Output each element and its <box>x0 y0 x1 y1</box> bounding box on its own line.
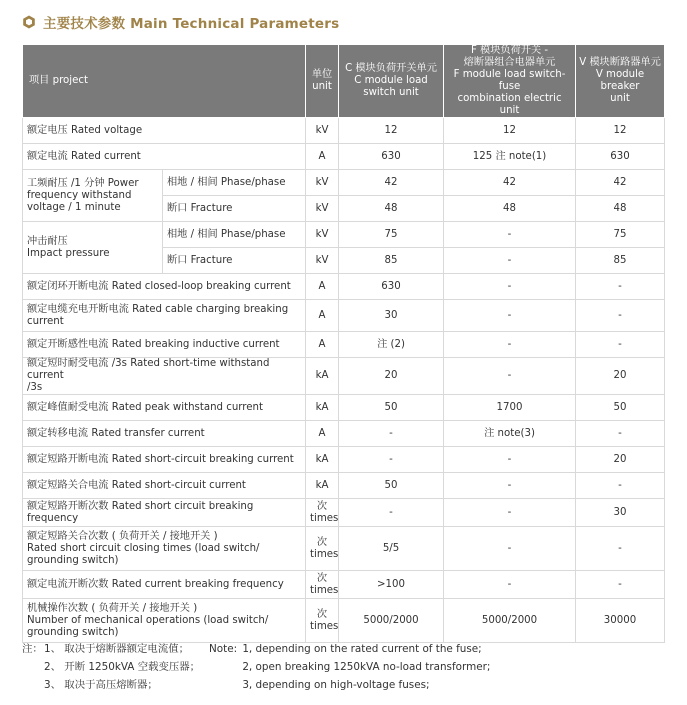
row-unit: kV <box>306 222 339 248</box>
row-unit: A <box>306 421 339 447</box>
table-row <box>23 395 665 421</box>
row-label: 额定电压 Rated voltage <box>23 118 306 144</box>
row-label: 额定闭环开断电流 Rated closed-loop breaking current <box>23 274 306 300</box>
table-header-row <box>23 45 665 118</box>
row-sub-label: 相地 / 相间 Phase/phase <box>163 222 306 248</box>
cell-f: 1700 <box>444 395 576 421</box>
cell-f: - <box>444 571 576 599</box>
table-row <box>23 499 665 527</box>
technical-parameters-table <box>22 44 665 643</box>
cell-c: 48 <box>339 196 444 222</box>
table-row <box>23 300 665 332</box>
cell-v: 42 <box>576 170 665 196</box>
cell-v: - <box>576 274 665 300</box>
header-f-module: F 模块负荷开关 - 熔断器组合电器单元 F module load switch-fuse combination electric unit <box>444 45 576 118</box>
note-lead-en: Note: <box>209 643 238 655</box>
table-row <box>23 358 665 395</box>
cell-c: 75 <box>339 222 444 248</box>
cell-c: - <box>339 499 444 527</box>
cell-c: 12 <box>339 118 444 144</box>
cell-v: 20 <box>576 447 665 473</box>
cell-c: >100 <box>339 571 444 599</box>
cell-v: - <box>576 527 665 571</box>
row-label: 工频耐压 /1 分钟 Power frequency withstand voltage / 1 minute <box>23 170 163 222</box>
section-title <box>22 10 339 34</box>
row-unit: kA <box>306 395 339 421</box>
cell-v: 12 <box>576 118 665 144</box>
cell-v: 85 <box>576 248 665 274</box>
table-row <box>23 222 665 248</box>
note-zh: 3、 取决于高压熔断器； <box>44 679 158 691</box>
row-label: 额定电流开断次数 Rated current breaking frequency <box>23 571 306 599</box>
cell-f: - <box>444 222 576 248</box>
cell-c: 5000/2000 <box>339 599 444 643</box>
cell-c: - <box>339 421 444 447</box>
row-unit: A <box>306 300 339 332</box>
row-unit: kA <box>306 358 339 395</box>
row-label: 额定开断感性电流 Rated breaking inductive current <box>23 332 306 358</box>
cell-v: 30000 <box>576 599 665 643</box>
note-en: 3, depending on high-voltage fuses; <box>242 679 430 691</box>
table-row <box>23 571 665 599</box>
row-unit: 次 times <box>306 527 339 571</box>
cell-v: - <box>576 421 665 447</box>
cell-c: 42 <box>339 170 444 196</box>
cell-v: 75 <box>576 222 665 248</box>
row-label: 额定转移电流 Rated transfer current <box>23 421 306 447</box>
note-zh: 2、 开断 1250kVA 空载变压器； <box>44 661 201 673</box>
row-label: 额定短路开断电流 Rated short-circuit breaking current <box>23 447 306 473</box>
row-unit: A <box>306 274 339 300</box>
cell-v: - <box>576 473 665 499</box>
row-label: 额定电流 Rated current <box>23 144 306 170</box>
cell-f: - <box>444 527 576 571</box>
note-en: 2, open breaking 1250kVA no-load transformer; <box>242 661 491 673</box>
row-unit: A <box>306 144 339 170</box>
cell-f: - <box>444 274 576 300</box>
row-unit: 次 times <box>306 571 339 599</box>
row-label: 额定短路关合电流 Rated short-circuit current <box>23 473 306 499</box>
cell-v: 30 <box>576 499 665 527</box>
cell-c: 30 <box>339 300 444 332</box>
row-sub-label: 相地 / 相间 Phase/phase <box>163 170 306 196</box>
cell-c: 20 <box>339 358 444 395</box>
row-unit: kA <box>306 473 339 499</box>
row-unit: 次 times <box>306 599 339 643</box>
cell-c: 630 <box>339 274 444 300</box>
cell-f: - <box>444 332 576 358</box>
cell-v: - <box>576 332 665 358</box>
cell-v: 20 <box>576 358 665 395</box>
row-label: 额定短路关合次数 ( 负荷开关 / 接地开关 ) Rated short circuit closing times (load switch/ grounding switch) <box>23 527 306 571</box>
cell-f: 125 注 note(1) <box>444 144 576 170</box>
cell-v: - <box>576 571 665 599</box>
row-unit: 次 times <box>306 499 339 527</box>
row-unit: kV <box>306 196 339 222</box>
cell-f: 注 note(3) <box>444 421 576 447</box>
row-unit: A <box>306 332 339 358</box>
header-project: 项目 project <box>23 45 306 118</box>
cell-f: 48 <box>444 196 576 222</box>
header-c-module: C 模块负荷开关单元 C module load switch unit <box>339 45 444 118</box>
cell-f: - <box>444 473 576 499</box>
header-v-module: V 模块断路器单元 V module breaker unit <box>576 45 665 118</box>
cell-f: - <box>444 447 576 473</box>
cell-f: - <box>444 248 576 274</box>
cell-f: - <box>444 300 576 332</box>
footnote-row <box>22 640 490 658</box>
row-unit: kV <box>306 118 339 144</box>
cell-v: 630 <box>576 144 665 170</box>
note-lead-zh: 注： <box>22 643 43 655</box>
cell-f: - <box>444 358 576 395</box>
note-en: 1, depending on the rated current of the fuse; <box>242 643 482 655</box>
footnotes <box>22 640 490 694</box>
footnote-row <box>22 658 490 676</box>
table-row <box>23 473 665 499</box>
row-label: 额定峰值耐受电流 Rated peak withstand current <box>23 395 306 421</box>
row-label: 额定短时耐受电流 /3s Rated short-time withstand current /3s <box>23 358 306 395</box>
cell-c: 注 (2) <box>339 332 444 358</box>
row-label: 额定短路开断次数 Rated short circuit breaking frequency <box>23 499 306 527</box>
cell-f: 12 <box>444 118 576 144</box>
cell-c: 630 <box>339 144 444 170</box>
cell-f: 42 <box>444 170 576 196</box>
cell-v: - <box>576 300 665 332</box>
cell-f: 5000/2000 <box>444 599 576 643</box>
table-row <box>23 144 665 170</box>
row-label: 机械操作次数 ( 负荷开关 / 接地开关 ) Number of mechanical operations (load switch/ grounding switch) <box>23 599 306 643</box>
row-unit: kA <box>306 447 339 473</box>
table-row <box>23 421 665 447</box>
cell-v: 48 <box>576 196 665 222</box>
row-unit: kV <box>306 248 339 274</box>
hexagon-bullet-icon <box>22 15 36 29</box>
row-label: 冲击耐压 Impact pressure <box>23 222 163 274</box>
row-sub-label: 断口 Fracture <box>163 196 306 222</box>
cell-c: 50 <box>339 473 444 499</box>
note-zh: 1、 取决于熔断器额定电流值； <box>44 643 189 655</box>
footnote-row <box>22 676 490 694</box>
table-row <box>23 274 665 300</box>
cell-v: 50 <box>576 395 665 421</box>
cell-f: - <box>444 499 576 527</box>
cell-c: 85 <box>339 248 444 274</box>
header-unit: 单位 unit <box>306 45 339 118</box>
page-title: 主要技术参数 Main Technical Parameters <box>43 16 340 32</box>
cell-c: - <box>339 447 444 473</box>
row-label: 额定电缆充电开断电流 Rated cable charging breaking current <box>23 300 306 332</box>
table-row <box>23 599 665 643</box>
cell-c: 5/5 <box>339 527 444 571</box>
row-sub-label: 断口 Fracture <box>163 248 306 274</box>
table-row <box>23 447 665 473</box>
cell-c: 50 <box>339 395 444 421</box>
table-row <box>23 332 665 358</box>
row-unit: kV <box>306 170 339 196</box>
table-row <box>23 118 665 144</box>
table-row <box>23 527 665 571</box>
table-row <box>23 170 665 196</box>
